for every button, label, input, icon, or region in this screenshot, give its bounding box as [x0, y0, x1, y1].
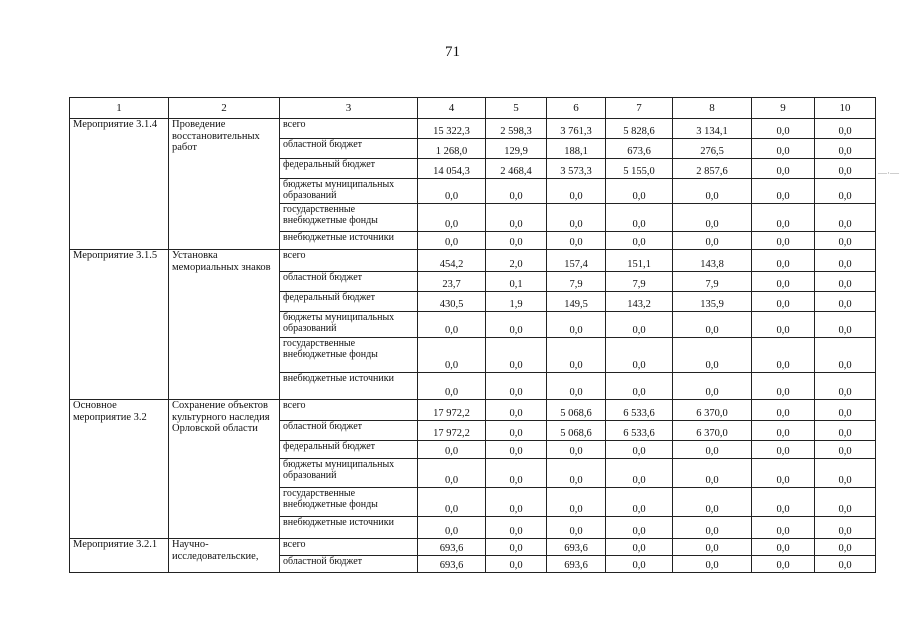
amount-cell: 0,0 — [673, 232, 752, 250]
amount-cell: 0,0 — [752, 338, 815, 373]
activity-name: Сохранение объектов культурного наследия Орловской области — [169, 400, 280, 539]
amount-cell: 0,0 — [815, 292, 876, 312]
activity-code: Мероприятие 3.1.4 — [70, 119, 169, 250]
amount-cell: 0,0 — [547, 441, 606, 459]
amount-cell: 454,2 — [418, 250, 486, 272]
column-header: 9 — [752, 98, 815, 119]
amount-cell: 0,0 — [486, 179, 547, 204]
amount-cell: 0,0 — [752, 179, 815, 204]
amount-cell: 0,0 — [752, 459, 815, 488]
amount-cell: 0,0 — [752, 421, 815, 441]
table-row — [70, 400, 876, 421]
amount-cell: 5 828,6 — [606, 119, 673, 139]
amount-cell: 17 972,2 — [418, 421, 486, 441]
amount-cell: 0,0 — [752, 292, 815, 312]
amount-cell: 3 134,1 — [673, 119, 752, 139]
amount-cell: 0,0 — [486, 421, 547, 441]
amount-cell: 0,0 — [815, 119, 876, 139]
amount-cell: 0,0 — [486, 441, 547, 459]
column-header: 10 — [815, 98, 876, 119]
funding-source: внебюджетные источники — [280, 517, 418, 539]
column-header: 3 — [280, 98, 418, 119]
amount-cell: 0,0 — [815, 488, 876, 517]
amount-cell: 2 598,3 — [486, 119, 547, 139]
column-header: 2 — [169, 98, 280, 119]
amount-cell: 3 761,3 — [547, 119, 606, 139]
amount-cell: 129,9 — [486, 139, 547, 159]
amount-cell: 0,0 — [752, 539, 815, 556]
amount-cell: 0,0 — [486, 400, 547, 421]
amount-cell: 0,0 — [547, 459, 606, 488]
amount-cell: 0,0 — [606, 312, 673, 338]
amount-cell: 7,9 — [547, 272, 606, 292]
amount-cell: 0,0 — [486, 488, 547, 517]
amount-cell: 0,0 — [486, 312, 547, 338]
amount-cell: 14 054,3 — [418, 159, 486, 179]
amount-cell: 0,0 — [606, 539, 673, 556]
amount-cell: 0,0 — [606, 179, 673, 204]
activity-name: Проведение восстановительных работ — [169, 119, 280, 250]
amount-cell: 0,0 — [673, 441, 752, 459]
amount-cell: 0,0 — [673, 373, 752, 400]
funding-source: областной бюджет — [280, 272, 418, 292]
amount-cell: 693,6 — [547, 539, 606, 556]
amount-cell: 0,0 — [815, 272, 876, 292]
amount-cell: 23,7 — [418, 272, 486, 292]
table-row — [70, 539, 876, 556]
activity-code: Мероприятие 3.2.1 — [70, 539, 169, 573]
column-header: 6 — [547, 98, 606, 119]
funding-source: областной бюджет — [280, 556, 418, 573]
amount-cell: 149,5 — [547, 292, 606, 312]
amount-cell: 143,8 — [673, 250, 752, 272]
header-row — [70, 98, 876, 119]
amount-cell: 0,0 — [486, 204, 547, 232]
amount-cell: 7,9 — [606, 272, 673, 292]
amount-cell: 0,0 — [815, 373, 876, 400]
funding-source: федеральный бюджет — [280, 441, 418, 459]
amount-cell: 0,0 — [547, 312, 606, 338]
amount-cell: 0,0 — [815, 421, 876, 441]
amount-cell: 5 155,0 — [606, 159, 673, 179]
amount-cell: 0,0 — [815, 400, 876, 421]
amount-cell: 2 468,4 — [486, 159, 547, 179]
amount-cell: 0,0 — [752, 204, 815, 232]
amount-cell: 0,0 — [606, 373, 673, 400]
amount-cell: 0,0 — [673, 539, 752, 556]
amount-cell: 0,0 — [815, 250, 876, 272]
amount-cell: 0,0 — [606, 556, 673, 573]
activity-code: Основное мероприятие 3.2 — [70, 400, 169, 539]
amount-cell: 430,5 — [418, 292, 486, 312]
amount-cell: 0,0 — [815, 204, 876, 232]
table-row — [70, 250, 876, 272]
amount-cell: 3 573,3 — [547, 159, 606, 179]
amount-cell: 17 972,2 — [418, 400, 486, 421]
amount-cell: 0,0 — [815, 232, 876, 250]
amount-cell: 0,0 — [486, 539, 547, 556]
amount-cell: 0,0 — [418, 488, 486, 517]
amount-cell: 693,6 — [418, 556, 486, 573]
amount-cell: 15 322,3 — [418, 119, 486, 139]
amount-cell: 0,0 — [606, 441, 673, 459]
amount-cell: 0,0 — [547, 179, 606, 204]
amount-cell: 0,0 — [606, 232, 673, 250]
amount-cell: 0,0 — [673, 556, 752, 573]
amount-cell: 0,0 — [547, 204, 606, 232]
activity-code: Мероприятие 3.1.5 — [70, 250, 169, 400]
amount-cell: 0,0 — [418, 338, 486, 373]
amount-cell: 188,1 — [547, 139, 606, 159]
amount-cell: 0,0 — [486, 373, 547, 400]
amount-cell: 7,9 — [673, 272, 752, 292]
amount-cell: 1 268,0 — [418, 139, 486, 159]
amount-cell: 0,0 — [606, 488, 673, 517]
amount-cell: 0,0 — [418, 232, 486, 250]
amount-cell: 0,0 — [752, 139, 815, 159]
amount-cell: 0,0 — [752, 373, 815, 400]
funding-source: государственные внебюджетные фонды — [280, 488, 418, 517]
funding-source: государственные внебюджетные фонды — [280, 204, 418, 232]
amount-cell: 0,0 — [815, 517, 876, 539]
funding-source: бюджеты муниципальных образований — [280, 459, 418, 488]
funding-source: внебюджетные источники — [280, 232, 418, 250]
activity-name: Научно-исследовательские, — [169, 539, 280, 573]
amount-cell: 0,0 — [673, 488, 752, 517]
amount-cell: 0,0 — [752, 159, 815, 179]
amount-cell: 0,0 — [752, 488, 815, 517]
amount-cell: 0,0 — [815, 312, 876, 338]
amount-cell: 0,0 — [418, 459, 486, 488]
column-header: 7 — [606, 98, 673, 119]
amount-cell: 151,1 — [606, 250, 673, 272]
amount-cell: 135,9 — [673, 292, 752, 312]
column-header: 5 — [486, 98, 547, 119]
amount-cell: 0,0 — [673, 459, 752, 488]
amount-cell: 0,0 — [547, 373, 606, 400]
funding-source: федеральный бюджет — [280, 159, 418, 179]
amount-cell: 0,0 — [752, 517, 815, 539]
amount-cell: 693,6 — [418, 539, 486, 556]
activity-name: Установка мемориальных знаков — [169, 250, 280, 400]
amount-cell: 673,6 — [606, 139, 673, 159]
column-header: 1 — [70, 98, 169, 119]
amount-cell: 0,0 — [486, 556, 547, 573]
amount-cell: 0,0 — [752, 232, 815, 250]
amount-cell: 0,0 — [752, 400, 815, 421]
amount-cell: 0,0 — [673, 204, 752, 232]
amount-cell: 6 533,6 — [606, 421, 673, 441]
funding-source: областной бюджет — [280, 139, 418, 159]
amount-cell: 0,0 — [815, 441, 876, 459]
amount-cell: 0,0 — [752, 441, 815, 459]
amount-cell: 6 370,0 — [673, 400, 752, 421]
amount-cell: 0,0 — [486, 517, 547, 539]
amount-cell: 157,4 — [547, 250, 606, 272]
amount-cell: 143,2 — [606, 292, 673, 312]
amount-cell: 0,0 — [815, 338, 876, 373]
amount-cell: 0,0 — [815, 179, 876, 204]
funding-source: областной бюджет — [280, 421, 418, 441]
amount-cell: 2 857,6 — [673, 159, 752, 179]
amount-cell: 0,0 — [606, 459, 673, 488]
amount-cell: 0,0 — [752, 250, 815, 272]
amount-cell: 0,0 — [547, 488, 606, 517]
amount-cell: 0,0 — [418, 312, 486, 338]
margin-mark: —·— — [878, 168, 899, 178]
funding-source: бюджеты муниципальных образований — [280, 179, 418, 204]
amount-cell: 0,0 — [815, 139, 876, 159]
funding-source: всего — [280, 119, 418, 139]
amount-cell: 0,0 — [486, 232, 547, 250]
table-row — [70, 119, 876, 139]
amount-cell: 0,1 — [486, 272, 547, 292]
amount-cell: 0,0 — [752, 119, 815, 139]
amount-cell: 0,0 — [815, 159, 876, 179]
amount-cell: 5 068,6 — [547, 400, 606, 421]
amount-cell: 0,0 — [673, 338, 752, 373]
funding-source: государственные внебюджетные фонды — [280, 338, 418, 373]
amount-cell: 0,0 — [547, 338, 606, 373]
amount-cell: 0,0 — [606, 338, 673, 373]
amount-cell: 0,0 — [673, 312, 752, 338]
amount-cell: 0,0 — [486, 338, 547, 373]
amount-cell: 0,0 — [752, 272, 815, 292]
amount-cell: 6 533,6 — [606, 400, 673, 421]
amount-cell: 0,0 — [673, 517, 752, 539]
amount-cell: 0,0 — [418, 441, 486, 459]
funding-source: федеральный бюджет — [280, 292, 418, 312]
amount-cell: 693,6 — [547, 556, 606, 573]
amount-cell: 0,0 — [418, 204, 486, 232]
funding-source: внебюджетные источники — [280, 373, 418, 400]
funding-source: бюджеты муниципальных образований — [280, 312, 418, 338]
amount-cell: 6 370,0 — [673, 421, 752, 441]
amount-cell: 276,5 — [673, 139, 752, 159]
amount-cell: 0,0 — [815, 459, 876, 488]
amount-cell: 0,0 — [815, 539, 876, 556]
amount-cell: 2,0 — [486, 250, 547, 272]
amount-cell: 0,0 — [418, 517, 486, 539]
amount-cell: 0,0 — [752, 556, 815, 573]
funding-source: всего — [280, 400, 418, 421]
amount-cell: 0,0 — [606, 517, 673, 539]
budget-table — [69, 97, 876, 573]
amount-cell: 0,0 — [673, 179, 752, 204]
amount-cell: 0,0 — [752, 312, 815, 338]
amount-cell: 0,0 — [815, 556, 876, 573]
amount-cell: 0,0 — [606, 204, 673, 232]
page-number: 71 — [445, 44, 460, 60]
column-header: 8 — [673, 98, 752, 119]
funding-source: всего — [280, 250, 418, 272]
amount-cell: 0,0 — [547, 517, 606, 539]
amount-cell: 0,0 — [418, 179, 486, 204]
amount-cell: 1,9 — [486, 292, 547, 312]
funding-source: всего — [280, 539, 418, 556]
amount-cell: 0,0 — [486, 459, 547, 488]
amount-cell: 0,0 — [547, 232, 606, 250]
amount-cell: 0,0 — [418, 373, 486, 400]
column-header: 4 — [418, 98, 486, 119]
amount-cell: 5 068,6 — [547, 421, 606, 441]
